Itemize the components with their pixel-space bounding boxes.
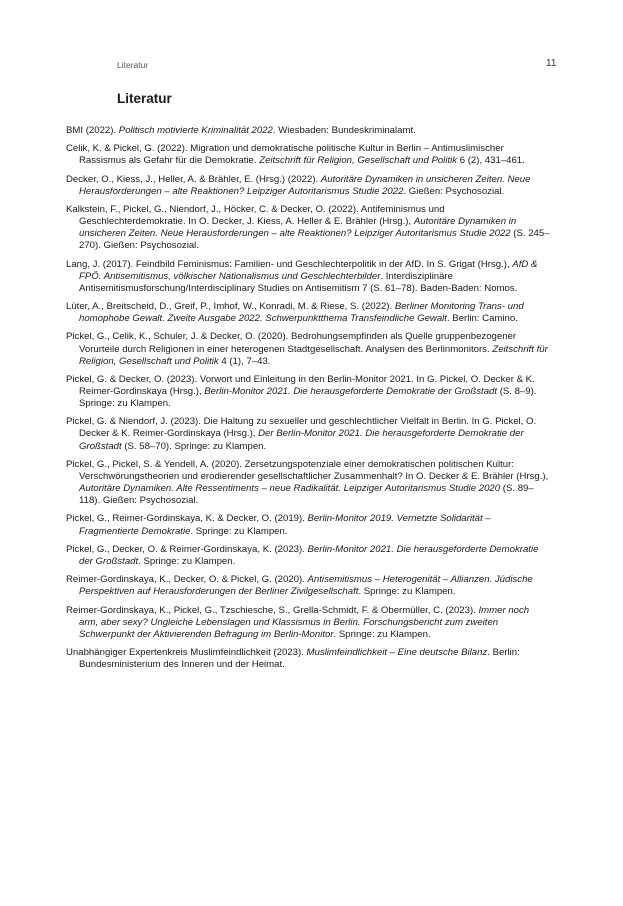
reference-text: . Springe: zu Klampen. (333, 628, 431, 640)
reference-entry (66, 174, 550, 198)
reference-text: (S. 58–70). Springe: zu Klampen. (121, 440, 267, 452)
reference-title: Immer noch arm, aber sexy? Ungleiche Lebenslagen und Klassismus in Berlin. Forschungsbericht zum zweiten Schwerpunkt der Aktivierenden Befragung im Berlin-Monitor (79, 604, 530, 640)
reference-entry (66, 259, 550, 295)
reference-text: Pickel, G. & Decker, O. (2023). Vorwort und Einleitung in den Berlin-Monitor 2021. In G. Pickel, O. Decker & K. Reimer-Gordinskaya (Hrsg.), (66, 373, 535, 397)
reference-title: Berliner Monitoring Trans- und homophobe Gewalt. Zweite Ausgabe 2022. Schwerpunktthema Transfeindliche Gewalt (79, 301, 524, 325)
reference-entry (66, 301, 550, 325)
reference-text: Decker, O., Kiess, J., Heller, A. & Brähler, E. (Hrsg.) (2022). (66, 173, 321, 185)
reference-entry (66, 416, 550, 452)
reference-text: Celik, K. & Pickel, G. (2022). Migration und demokratische politische Kultur in Berlin – Antimuslimischer Rassismus als Gefahr für die Demokratie. (66, 143, 504, 167)
reference-text: 6 (2), 431–461. (457, 155, 525, 167)
reference-text: Pickel, G., Reimer-Gordinskaya, K. & Decker, O. (2019). (66, 513, 308, 525)
reference-title: Berlin-Monitor 2019. Vernetzte Solidarität – Fragmentierte Demokratie (79, 513, 491, 537)
reference-entry (66, 331, 550, 367)
reference-title: Politisch motivierte Kriminalität 2022 (118, 125, 273, 136)
reference-title: Der Berlin-Monitor 2021. Die herausgeforderte Demokratie der Großstadt (79, 428, 524, 452)
reference-title: Zeitschrift für Religion, Gesellschaft und Politik (259, 155, 458, 167)
reference-text: Kalkstein, F., Pickel, G., Niendorf, J., Höcker, C. & Decker, O. (2022). Antifeminismus und Geschlechterdemokratie. In O. Decker, J. Kiess, A. Heller & E. Brähler (Hrsg.), (66, 204, 445, 228)
reference-text: 4 (1), 7–43. (218, 355, 271, 367)
reference-entry (66, 605, 550, 641)
reference-text: (S. 8–9). Springe: zu Klampen. (79, 386, 537, 410)
reference-entry (66, 143, 550, 167)
reference-text: Pickel, G., Decker, O. & Reimer-Gordinskaya, K. (2023). (66, 543, 308, 555)
reference-entry (66, 544, 550, 568)
reference-list (66, 125, 550, 677)
reference-entry (66, 574, 550, 598)
running-head: Literatur (117, 60, 149, 70)
reference-entry (66, 204, 550, 252)
reference-entry (66, 125, 550, 137)
reference-entry (66, 513, 550, 537)
reference-text: . Berlin: Camino. (446, 313, 518, 325)
page-number: 11 (546, 58, 557, 69)
reference-text: (S. 245–270). Gießen: Psychosozial. (79, 228, 550, 252)
reference-text: . Springe: zu Klampen. (138, 555, 236, 567)
reference-text: Lang, J. (2017). Feindbild Feminismus: Familien- und Geschlechterpolitik in der AfD. In S. Grigat (Hrsg.), (66, 258, 513, 270)
reference-text: Reimer-Gordinskaya, K., Pickel, G., Tzschiesche, S., Grella-Schmidt, F. & Obermüller, C. (2023). (66, 604, 479, 616)
reference-text: . Berlin: Bundesministerium des Inneren und der Heimat. (79, 647, 520, 671)
reference-title: Muslimfeindlichkeit – Eine deutsche Bilanz (306, 647, 488, 658)
reference-text: (S. 89–118). Gießen: Psychosozial. (79, 483, 534, 507)
reference-text: . Springe: zu Klampen. (190, 525, 288, 537)
reference-entry (66, 459, 550, 507)
reference-text: . Wiesbaden: Bundeskriminalamt. (272, 125, 416, 136)
reference-text: . Interdisziplinäre Antisemitismusforschung/Interdisciplinary Studies on Antisemitism 7 (S. 61–78). Baden-Baden: Nomos. (79, 270, 518, 294)
reference-text: BMI (2022). (66, 125, 119, 136)
reference-title: Autoritäre Dynamiken in unsicheren Zeiten. Neue Herausforderungen – alte Reaktionen? Leipziger Autoritarismus Studie 2022 (79, 173, 531, 197)
reference-entry (66, 374, 550, 410)
reference-text: Pickel, G. & Niendorf, J. (2023). Die Haltung zu sexueller und geschlechtlicher Vielfalt in Berlin. In G. Pickel, O. Decker & K. Reimer-Gordinskaya (Hrsg.), (66, 416, 537, 440)
reference-title: Zeitschrift für Religion, Gesellschaft und Politik (79, 343, 548, 367)
reference-title: Berlin-Monitor 2021. Die herausgeforderte Demokratie der Großstadt (204, 386, 498, 397)
reference-text: Unabhängiger Expertenkreis Muslimfeindlichkeit (2023). (66, 647, 307, 658)
reference-entry (66, 647, 550, 671)
reference-title: Autoritäre Dynamiken in unsicheren Zeiten. Neue Herausforderungen – alte Reaktionen? Leipziger Autoritarismus Studie 2022 (79, 216, 517, 240)
reference-text: Lüter, A., Breitscheid, D., Greif, P., Imhof, W., Konradi, M. & Riese, S. (2022). (66, 301, 395, 313)
reference-text: Pickel, G., Pickel, S. & Yendell, A. (2020). Zersetzungspotenziale einer demokratischen politischen Kultur: Verschwörungstheorien und erodierender gesellschaftlicher Zusammenhalt? In O. Decker & E. Brähler (Hrsg.), (66, 458, 549, 482)
reference-text: Pickel, G., Celik, K., Schuler, J. & Decker, O. (2020). Bedrohungsempfinden als Quelle gruppenbezogener Vorurteile durch Religionen in einer heterogenen Stadtgesellschaft. Analysen des Berlinmonitors. (66, 331, 517, 355)
reference-text: . Gießen: Psychosozial. (403, 185, 505, 197)
reference-text: Reimer-Gordinskaya, K., Decker, O. & Pickel, G. (2020). (66, 574, 308, 586)
reference-title: AfD & FPÖ. Antisemitismus, völkischer Nationalismus und Geschlechterbilder (79, 258, 538, 282)
reference-title: Autoritäre Dynamiken. Alte Ressentiments – neue Radikalität. Leipziger Autoritarismus Studie 2020 (79, 483, 501, 495)
reference-title: Berlin-Monitor 2021. Die herausgeforderte Demokratie der Großstadt (79, 543, 539, 567)
section-title: Literatur (117, 91, 172, 106)
reference-title: Antisemitismus – Heterogenität – Allianzen. Jüdische Perspektiven auf Herausforderungen der Berliner Zivilgesellschaft (79, 574, 533, 598)
reference-text: . Springe: zu Klampen. (358, 586, 456, 598)
